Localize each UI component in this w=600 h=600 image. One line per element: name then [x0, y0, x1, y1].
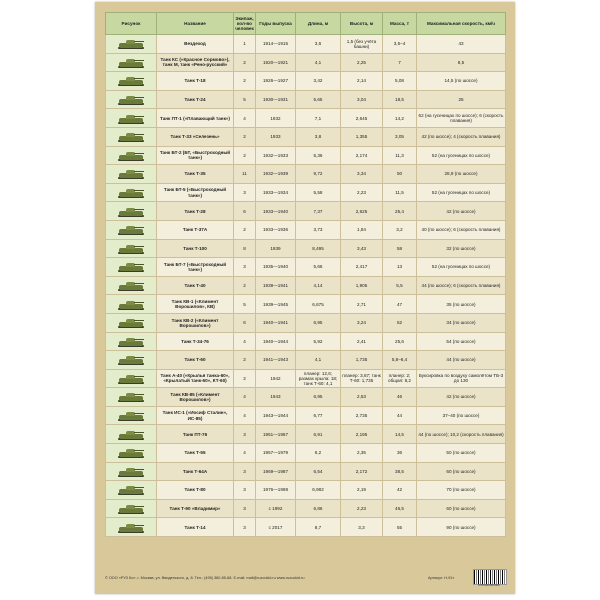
cell-height: 2,625 — [341, 202, 383, 221]
table-row — [106, 499, 506, 518]
cell-height: 1,905 — [341, 276, 383, 295]
cell-height: 1,5 (без учёта башни) — [341, 35, 383, 54]
cell-years: 1951—1967 — [256, 425, 296, 444]
cell-length: планер: 12,6; размах крыла: 18; танк Т-60: 4,1 — [296, 369, 341, 388]
cell-speed: 14,5 (по шоссе) — [417, 72, 506, 91]
tank-icon — [116, 465, 146, 477]
cell-crew: 5 — [234, 90, 256, 109]
cell-name: Танк Т-40 — [157, 276, 234, 295]
cell-speed: 37–40 (по шоссе) — [417, 406, 506, 425]
cell-height: 3,04 — [341, 90, 383, 109]
tank-image-cell — [106, 388, 157, 407]
cell-speed: 60 (по шоссе) — [417, 499, 506, 518]
cell-crew: 8 — [234, 239, 256, 258]
cell-name: Танк КС («Красное Сормово»), танк М, танк «Рено-русский» — [157, 53, 234, 72]
tank-image-cell — [106, 351, 157, 370]
cell-crew: 5 — [234, 295, 256, 314]
tank-icon — [116, 428, 146, 440]
cell-speed: 35 (по шоссе) — [417, 295, 506, 314]
cell-years: 1933—1940 — [256, 202, 296, 221]
header-crew: Экипаж, кол-во человек — [234, 13, 256, 35]
header-speed: Максимальная скорость, км/ч — [417, 13, 506, 35]
cell-mass: планер: 2; общая: 8,2 — [383, 369, 417, 388]
tank-image-cell — [106, 127, 157, 146]
tank-image-cell — [106, 35, 157, 54]
cell-length: 4,14 — [296, 276, 341, 295]
table-row — [106, 295, 506, 314]
tank-image-cell — [106, 332, 157, 351]
cell-speed: 44 (по шоссе); 10,2 (скорость плавания) — [417, 425, 506, 444]
cell-speed: 70 (по шоссе) — [417, 481, 506, 500]
cell-height: 2,735 — [341, 406, 383, 425]
cell-crew: 2 — [234, 220, 256, 239]
cell-crew: 4 — [234, 332, 256, 351]
table-row — [106, 109, 506, 128]
cell-speed: 28,9 (по шоссе) — [417, 165, 506, 184]
cell-length: 6,54 — [296, 462, 341, 481]
cell-height: 3,43 — [341, 239, 383, 258]
cell-length: 6,95 — [296, 388, 341, 407]
tank-image-cell — [106, 406, 157, 425]
cell-name: Танк ИС-1 («Иосиф Сталин», ИС-85) — [157, 406, 234, 425]
table-row — [106, 332, 506, 351]
cell-height: 2,35 — [341, 444, 383, 463]
cell-speed: 32 (по шоссе) — [417, 239, 506, 258]
cell-name: Танк ПТ-1 («Плавающий танк») — [157, 109, 234, 128]
tank-icon — [116, 502, 146, 514]
article-number: Артикул: Н-91т — [428, 576, 455, 580]
tank-image-cell — [106, 462, 157, 481]
tank-reference-poster — [95, 2, 515, 594]
cell-height: 2,19 — [341, 481, 383, 500]
cell-crew: 4 — [234, 109, 256, 128]
cell-years: 1939 — [256, 239, 296, 258]
cell-speed: 52 (на гусеницах по шоссе) — [417, 146, 506, 165]
tank-icon — [116, 37, 146, 49]
tank-icon — [116, 130, 146, 142]
cell-crew: 3 — [234, 481, 256, 500]
cell-name: Танк Т-90 «Владимир» — [157, 499, 234, 518]
cell-years: 1940—1944 — [256, 332, 296, 351]
cell-mass: 42 — [383, 481, 417, 500]
table-row — [106, 444, 506, 463]
tank-image-cell — [106, 295, 157, 314]
cell-length: 8,495 — [296, 239, 341, 258]
cell-length: 5,65 — [296, 90, 341, 109]
cell-crew: 2 — [234, 53, 256, 72]
tank-icon — [116, 260, 146, 272]
cell-length: 3,42 — [296, 72, 341, 91]
cell-mass: 25,4 — [383, 202, 417, 221]
cell-length: 4,1 — [296, 53, 341, 72]
cell-name: Вездеход — [157, 35, 234, 54]
cell-mass: 11,3 — [383, 146, 417, 165]
table-row — [106, 239, 506, 258]
table-row — [106, 165, 506, 184]
cell-mass: 58 — [383, 239, 417, 258]
cell-mass: 46,5 — [383, 499, 417, 518]
cell-crew: 6 — [234, 313, 256, 332]
cell-mass: 5,5 — [383, 276, 417, 295]
cell-crew: 4 — [234, 388, 256, 407]
table-row — [106, 425, 506, 444]
cell-name: Танк Т-64А — [157, 462, 234, 481]
tank-image-cell — [106, 183, 157, 202]
table-row — [106, 53, 506, 72]
cell-crew: 2 — [234, 146, 256, 165]
cell-name: Танк БТ-5 («Быстроходный танк») — [157, 183, 234, 202]
cell-name: Танк БТ-7 («Быстроходный танк») — [157, 258, 234, 277]
table-row — [106, 72, 506, 91]
cell-length: 3,6 — [296, 35, 341, 54]
table-row — [106, 481, 506, 500]
cell-mass: 5,8–6,4 — [383, 351, 417, 370]
cell-speed: 90 (по шоссе) — [417, 518, 506, 537]
cell-years: 1930—1931 — [256, 90, 296, 109]
cell-years: 1914—1915 — [256, 35, 296, 54]
tanks-table — [105, 12, 506, 537]
cell-mass: 38,5 — [383, 462, 417, 481]
tank-image-cell — [106, 220, 157, 239]
table-row — [106, 220, 506, 239]
cell-length: 8,7 — [296, 518, 341, 537]
cell-crew: 2 — [234, 351, 256, 370]
cell-length: 6,77 — [296, 406, 341, 425]
cell-years: 1943 — [256, 388, 296, 407]
table-row — [106, 518, 506, 537]
header-name: Название — [157, 13, 234, 35]
tank-image-cell — [106, 109, 157, 128]
cell-length: 7,37 — [296, 202, 341, 221]
tank-image-cell — [106, 481, 157, 500]
cell-speed: 25 — [417, 90, 506, 109]
cell-years: 1943—1944 — [256, 406, 296, 425]
cell-mass: 3,5–4 — [383, 35, 417, 54]
cell-length: 6,95 — [296, 313, 341, 332]
cell-height: 2,174 — [341, 146, 383, 165]
tank-image-cell — [106, 53, 157, 72]
cell-height: 3,3 — [341, 518, 383, 537]
tank-icon — [116, 93, 146, 105]
cell-length: 9,72 — [296, 165, 341, 184]
cell-name: Танк Т-24 — [157, 90, 234, 109]
cell-mass: 18,5 — [383, 90, 417, 109]
cell-mass: 3,2 — [383, 220, 417, 239]
cell-length: 6,86 — [296, 499, 341, 518]
cell-height: планер: 3,67; танк Т-60: 1,735 — [341, 369, 383, 388]
cell-years: 1969—1987 — [256, 462, 296, 481]
cell-height: 2,172 — [341, 462, 383, 481]
header-length: Длина, м — [296, 13, 341, 35]
cell-length: 5,58 — [296, 183, 341, 202]
cell-years: 1920—1921 — [256, 53, 296, 72]
cell-name: Танк Т-80 — [157, 481, 234, 500]
barcode-number: 9785000000000 — [478, 583, 500, 587]
cell-speed: 54 (по шоссе) — [417, 332, 506, 351]
tank-icon — [116, 390, 146, 402]
cell-length: 3,73 — [296, 220, 341, 239]
cell-speed: 60 (по шоссе) — [417, 462, 506, 481]
cell-height: 2,23 — [341, 499, 383, 518]
cell-name: Танк Т-100 — [157, 239, 234, 258]
cell-years: 1940—1941 — [256, 313, 296, 332]
tank-image-cell — [106, 444, 157, 463]
cell-crew: 4 — [234, 444, 256, 463]
cell-name: Танк Т-33 «Селезень» — [157, 127, 234, 146]
cell-crew: 3 — [234, 462, 256, 481]
table-row — [106, 127, 506, 146]
cell-height: 2,417 — [341, 258, 383, 277]
cell-name: Танк КВ-1 («Климент Ворошилов», КВ) — [157, 295, 234, 314]
tank-icon — [116, 223, 146, 235]
tank-icon — [116, 74, 146, 86]
cell-speed: 40 (по шоссе); 6 (скорость плавания) — [417, 220, 506, 239]
cell-crew: 6 — [234, 202, 256, 221]
cell-years: 1957—1979 — [256, 444, 296, 463]
tank-icon — [116, 409, 146, 421]
tank-icon — [116, 149, 146, 161]
cell-speed: 44 (по шоссе) — [417, 351, 506, 370]
cell-mass: 47 — [383, 295, 417, 314]
cell-length: 5,66 — [296, 258, 341, 277]
cell-height: 3,34 — [341, 165, 383, 184]
cell-mass: 3,05 — [383, 127, 417, 146]
tank-image-cell — [106, 90, 157, 109]
cell-mass: 50 — [383, 165, 417, 184]
cell-name: Танк А-40 («Крылья танка-60», «Крылатый танк-60», КТ-60) — [157, 369, 234, 388]
tank-icon — [116, 353, 146, 365]
tank-image-cell — [106, 425, 157, 444]
cell-speed: 42 (по шоссе) — [417, 388, 506, 407]
cell-years: 1942 — [256, 369, 296, 388]
cell-years: 1933—1934 — [256, 183, 296, 202]
tank-image-cell — [106, 369, 157, 388]
tank-image-cell — [106, 72, 157, 91]
cell-crew: 1 — [234, 35, 256, 54]
cell-mass: 25,6 — [383, 332, 417, 351]
cell-crew: 3 — [234, 425, 256, 444]
cell-length: 7,1 — [296, 109, 341, 128]
cell-crew: 2 — [234, 72, 256, 91]
tank-icon — [116, 167, 146, 179]
header-years: Годы выпуска — [256, 13, 296, 35]
cell-mass: 14,5 — [383, 425, 417, 444]
cell-crew: 3 — [234, 499, 256, 518]
tank-icon — [116, 205, 146, 217]
cell-height: 1,355 — [341, 127, 383, 146]
cell-length: 6,2 — [296, 444, 341, 463]
tank-image-cell — [106, 276, 157, 295]
cell-years: 1939—1945 — [256, 295, 296, 314]
cell-speed: 52 (на гусеницах по шоссе) — [417, 183, 506, 202]
cell-name: Танк КВ-2 («Климент Ворошилов») — [157, 313, 234, 332]
cell-crew: 3 — [234, 258, 256, 277]
table-row — [106, 406, 506, 425]
cell-name: Танк Т-14 — [157, 518, 234, 537]
cell-mass: 5,08 — [383, 72, 417, 91]
header-image: Рисунок — [106, 13, 157, 35]
table-row — [106, 462, 506, 481]
tank-icon — [116, 335, 146, 347]
cell-years: 1926—1927 — [256, 72, 296, 91]
cell-height: 2,645 — [341, 109, 383, 128]
tank-image-cell — [106, 202, 157, 221]
header-height: Высота, м — [341, 13, 383, 35]
cell-mass: 14,2 — [383, 109, 417, 128]
tank-icon — [116, 186, 146, 198]
tank-image-cell — [106, 239, 157, 258]
cell-mass: 7 — [383, 53, 417, 72]
cell-name: Танк ПТ-76 — [157, 425, 234, 444]
cell-name: Танк Т-34-76 — [157, 332, 234, 351]
cell-years: 1939—1941 — [256, 276, 296, 295]
cell-height: 1,84 — [341, 220, 383, 239]
cell-length: 4,1 — [296, 351, 341, 370]
cell-speed: 62 (на гусеницах по шоссе); 6 (скорость плавания) — [417, 109, 506, 128]
cell-crew: 11 — [234, 165, 256, 184]
table-body — [106, 35, 506, 537]
cell-length: 5,36 — [296, 146, 341, 165]
table-row — [106, 276, 506, 295]
cell-height: 2,25 — [341, 53, 383, 72]
cell-years: с 2017 — [256, 518, 296, 537]
tank-icon — [116, 279, 146, 291]
cell-years: 1932—1939 — [256, 165, 296, 184]
cell-height: 1,735 — [341, 351, 383, 370]
table-row — [106, 258, 506, 277]
cell-years: с 1992 — [256, 499, 296, 518]
cell-mass: 52 — [383, 313, 417, 332]
cell-name: Танк Т-28 — [157, 202, 234, 221]
cell-mass: 46 — [383, 388, 417, 407]
cell-length: 6,675 — [296, 295, 341, 314]
table-row — [106, 183, 506, 202]
tank-icon — [116, 112, 146, 124]
tank-icon — [116, 372, 146, 384]
tank-icon — [116, 521, 146, 533]
cell-speed: 34 (по шоссе) — [417, 313, 506, 332]
cell-crew: 2 — [234, 127, 256, 146]
cell-height: 2,53 — [341, 388, 383, 407]
cell-height: 2,195 — [341, 425, 383, 444]
tank-image-cell — [106, 499, 157, 518]
publisher-footer: © ООО «РУЗ Ко», г. Москва, ул. Ввиденского, д. 8. Тел.: (495) 380-85-68. E-mail: mail@ruzcokid.ru www.ruzcokid.ru — [105, 576, 305, 580]
tank-icon — [116, 483, 146, 495]
table-row — [106, 90, 506, 109]
table-header-row — [106, 13, 506, 35]
table-row — [106, 202, 506, 221]
cell-height: 2,71 — [341, 295, 383, 314]
cell-name: Танк Т-60 — [157, 351, 234, 370]
tank-icon — [116, 316, 146, 328]
cell-name: Танк Т-35 — [157, 165, 234, 184]
table-row — [106, 351, 506, 370]
table-row — [106, 146, 506, 165]
cell-height: 3,24 — [341, 313, 383, 332]
table-row — [106, 388, 506, 407]
tank-icon — [116, 298, 146, 310]
cell-speed: 50 (по шоссе) — [417, 444, 506, 463]
cell-years: 1932—1933 — [256, 146, 296, 165]
tank-image-cell — [106, 146, 157, 165]
tank-image-cell — [106, 313, 157, 332]
tank-image-cell — [106, 518, 157, 537]
cell-crew: 2 — [234, 276, 256, 295]
cell-speed: 52 (на гусеницах по шоссе) — [417, 258, 506, 277]
cell-years: 1932 — [256, 109, 296, 128]
cell-mass: 13 — [383, 258, 417, 277]
table-row — [106, 35, 506, 54]
cell-years: 1935—1940 — [256, 258, 296, 277]
cell-height: 2,23 — [341, 183, 383, 202]
cell-name: Танк Т-18 — [157, 72, 234, 91]
cell-name: Танк БТ-2 (БТ, «Быстроходный танк») — [157, 146, 234, 165]
cell-height: 2,41 — [341, 332, 383, 351]
cell-speed: 8,5 — [417, 53, 506, 72]
tank-icon — [116, 242, 146, 254]
table-row — [106, 369, 506, 388]
cell-crew: 2 — [234, 369, 256, 388]
cell-years: 1933—1936 — [256, 220, 296, 239]
cell-speed: 42 (по шоссе) — [417, 202, 506, 221]
cell-crew: 4 — [234, 406, 256, 425]
cell-mass: 36 — [383, 444, 417, 463]
cell-length: 6,91 — [296, 425, 341, 444]
tank-image-cell — [106, 165, 157, 184]
cell-speed: Буксировка по воздуху самолётом ТБ-3 до 130 — [417, 369, 506, 388]
cell-speed: 43 — [417, 35, 506, 54]
cell-name: Танк Т-55 — [157, 444, 234, 463]
cell-mass: 11,5 — [383, 183, 417, 202]
cell-name: Танк КВ-85 («Климент Ворошилов») — [157, 388, 234, 407]
cell-name: Танк Т-37А — [157, 220, 234, 239]
cell-length: 3,8 — [296, 127, 341, 146]
cell-height: 2,14 — [341, 72, 383, 91]
cell-mass: 55 — [383, 518, 417, 537]
tank-icon — [116, 56, 146, 68]
cell-length: 5,92 — [296, 332, 341, 351]
cell-years: 1941—1943 — [256, 351, 296, 370]
tank-icon — [116, 446, 146, 458]
tank-image-cell — [106, 258, 157, 277]
cell-crew: 3 — [234, 183, 256, 202]
header-mass: Масса, т — [383, 13, 417, 35]
cell-speed: 44 (по шоссе); 6 (скорость плавания) — [417, 276, 506, 295]
cell-length: 6,982 — [296, 481, 341, 500]
cell-speed: 42 (по шоссе); 4 (скорость плавания) — [417, 127, 506, 146]
table-row — [106, 313, 506, 332]
cell-crew: 3 — [234, 518, 256, 537]
cell-years: 1976—1998 — [256, 481, 296, 500]
cell-years: 1933 — [256, 127, 296, 146]
cell-mass: 44 — [383, 406, 417, 425]
